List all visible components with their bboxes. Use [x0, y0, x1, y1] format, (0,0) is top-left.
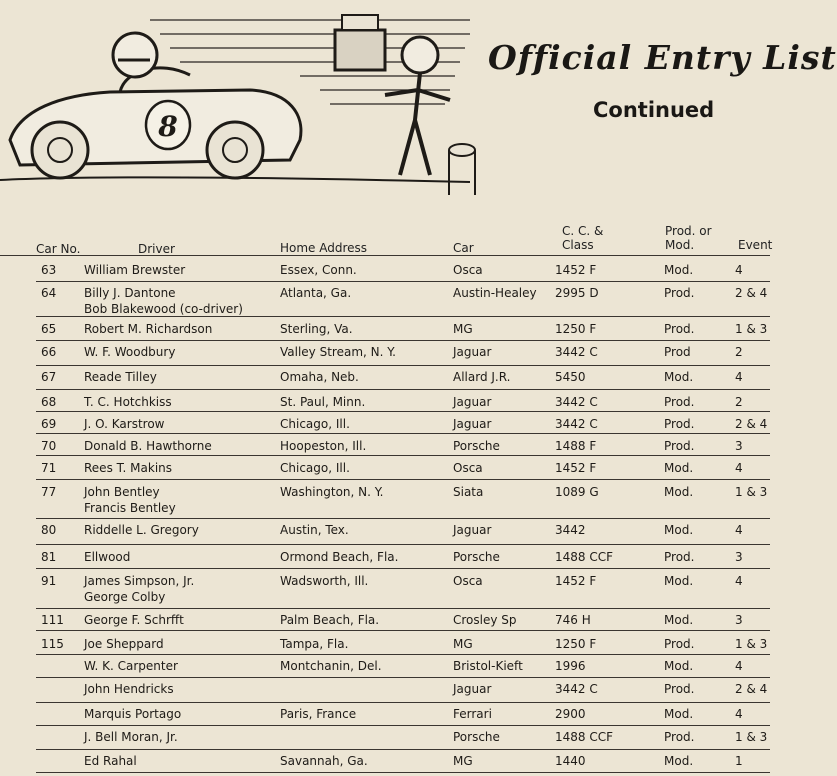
car-number-cell: 63 — [41, 263, 57, 277]
home-address-cell: Hoopeston, Ill. — [280, 439, 367, 453]
driver-cell — [84, 262, 185, 278]
row-rule — [36, 411, 770, 412]
row-rule — [36, 702, 770, 703]
col-header-event: Event — [738, 238, 773, 252]
prod-mod-cell: Mod. — [664, 754, 694, 768]
driver-name: Robert M. Richardson — [84, 322, 213, 336]
car-make-cell: Porsche — [453, 550, 500, 564]
car-number-cell: 115 — [41, 637, 64, 651]
driver-cell — [84, 416, 164, 432]
col-header-cc-class-line1: C. C. & — [562, 224, 604, 238]
row-rule — [36, 630, 770, 631]
event-cell: 1 & 3 — [735, 730, 768, 744]
cc-class-cell: 1250 F — [555, 637, 597, 651]
event-cell: 4 — [735, 461, 743, 475]
car-number-cell: 70 — [41, 439, 57, 453]
cc-class-cell: 5450 — [555, 370, 586, 384]
event-cell: 4 — [735, 523, 743, 537]
race-car-illustration — [0, 0, 475, 205]
event-cell: 2 & 4 — [735, 417, 768, 431]
prod-mod-cell: Prod. — [664, 286, 695, 300]
prod-mod-cell: Prod. — [664, 395, 695, 409]
home-address-cell: Omaha, Neb. — [280, 370, 359, 384]
event-cell: 1 & 3 — [735, 322, 768, 336]
page-subtitle: Continued — [593, 98, 715, 122]
row-rule — [36, 772, 770, 773]
event-cell: 1 & 3 — [735, 637, 768, 651]
driver-name: W. F. Woodbury — [84, 345, 176, 359]
row-rule — [36, 608, 770, 609]
driver-cell — [84, 394, 172, 410]
home-address-cell: Savannah, Ga. — [280, 754, 368, 768]
row-rule — [36, 255, 770, 256]
prod-mod-cell: Mod. — [664, 370, 694, 384]
home-address-cell: Essex, Conn. — [280, 263, 357, 277]
car-number-cell: 64 — [41, 286, 57, 300]
driver-name: Billy J. Dantone — [84, 286, 176, 300]
row-rule — [36, 725, 770, 726]
prod-mod-cell: Prod. — [664, 322, 695, 336]
cc-class-cell: 1488 CCF — [555, 550, 614, 564]
driver-name: Rees T. Makins — [84, 461, 173, 475]
car-number-cell: 65 — [41, 322, 57, 336]
row-rule — [36, 479, 770, 480]
car-make-cell: MG — [453, 637, 473, 651]
row-rule — [36, 433, 770, 434]
car-number-cell: 81 — [41, 550, 57, 564]
driver-cell — [84, 460, 172, 476]
home-address-cell: Washington, N. Y. — [280, 485, 384, 499]
car-make-cell: Jaguar — [453, 417, 492, 431]
event-cell: 4 — [735, 263, 743, 277]
col-header-car: Car — [453, 241, 474, 255]
driver-cell — [84, 729, 178, 745]
driver-cell — [84, 369, 157, 385]
driver-name: T. C. Hotchkiss — [84, 395, 172, 409]
cc-class-cell: 1488 CCF — [555, 730, 614, 744]
prod-mod-cell: Mod. — [664, 485, 694, 499]
home-address-cell: Valley Stream, N. Y. — [280, 345, 396, 359]
home-address-cell: Wadsworth, Ill. — [280, 574, 369, 588]
home-address-cell: Tampa, Fla. — [280, 637, 349, 651]
home-address-cell: Ormond Beach, Fla. — [280, 550, 399, 564]
cc-class-cell: 3442 C — [555, 417, 598, 431]
row-rule — [36, 316, 770, 317]
cc-class-cell: 3442 C — [555, 345, 598, 359]
prod-mod-cell: Prod. — [664, 637, 695, 651]
col-header-driver: Driver — [138, 242, 175, 256]
prod-mod-cell: Mod. — [664, 461, 694, 475]
cc-class-cell: 1996 — [555, 659, 586, 673]
driver-name: J. O. Karstrow — [84, 417, 165, 431]
driver-name: Joe Sheppard — [84, 637, 164, 651]
car-make-cell: Osca — [453, 461, 483, 475]
driver-cell — [84, 549, 130, 565]
driver-name: Ed Rahal — [84, 754, 137, 768]
cc-class-cell: 3442 — [555, 523, 586, 537]
car-number-cell: 80 — [41, 523, 57, 537]
col-header-car-no: Car No. — [36, 242, 81, 256]
cc-class-cell: 2900 — [555, 707, 586, 721]
driver-cell — [84, 438, 212, 454]
driver-name: Bob Blakewood (co-driver) — [84, 302, 243, 316]
driver-name: George F. Schrfft — [84, 613, 184, 627]
driver-cell — [84, 344, 175, 360]
car-make-cell: Ferrari — [453, 707, 492, 721]
prod-mod-cell: Mod. — [664, 574, 694, 588]
prod-mod-cell: Prod. — [664, 439, 695, 453]
row-rule — [36, 389, 770, 390]
car-make-cell: Jaguar — [453, 345, 492, 359]
car-number-cell: 71 — [41, 461, 57, 475]
home-address-cell: Atlanta, Ga. — [280, 286, 352, 300]
driver-cell — [84, 681, 174, 697]
prod-mod-cell: Prod. — [664, 550, 695, 564]
event-cell: 2 & 4 — [735, 286, 768, 300]
home-address-cell: Sterling, Va. — [280, 322, 353, 336]
cc-class-cell: 3442 C — [555, 395, 598, 409]
driver-cell — [84, 636, 164, 652]
cc-class-cell: 1452 F — [555, 461, 597, 475]
col-header-cc-class — [562, 224, 603, 252]
driver-name: George Colby — [84, 590, 166, 604]
driver-cell — [84, 285, 243, 317]
home-address-cell: St. Paul, Minn. — [280, 395, 366, 409]
car-number-cell: 91 — [41, 574, 57, 588]
driver-cell — [84, 522, 199, 538]
driver-name: Donald B. Hawthorne — [84, 439, 212, 453]
prod-mod-cell: Prod — [664, 345, 691, 359]
driver-cell — [84, 484, 176, 516]
event-cell: 1 & 3 — [735, 485, 768, 499]
car-make-cell: Osca — [453, 574, 483, 588]
car-number: 8 — [158, 110, 178, 143]
row-rule — [36, 518, 770, 519]
event-cell: 1 — [735, 754, 743, 768]
prod-mod-cell: Mod. — [664, 263, 694, 277]
event-cell: 4 — [735, 574, 743, 588]
event-cell: 3 — [735, 439, 743, 453]
prod-mod-cell: Mod. — [664, 659, 694, 673]
cc-class-cell: 1452 F — [555, 263, 597, 277]
prod-mod-cell: Prod. — [664, 417, 695, 431]
car-number-cell: 69 — [41, 417, 57, 431]
car-number-cell: 67 — [41, 370, 57, 384]
row-rule — [36, 749, 770, 750]
car-make-cell: Jaguar — [453, 523, 492, 537]
driver-name: Reade Tilley — [84, 370, 157, 384]
event-cell: 4 — [735, 707, 743, 721]
cc-class-cell: 1452 F — [555, 574, 597, 588]
col-header-home-address: Home Address — [280, 241, 368, 255]
home-address-cell: Chicago, Ill. — [280, 461, 350, 475]
event-cell: 3 — [735, 613, 743, 627]
row-rule — [36, 544, 770, 545]
cc-class-cell: 1488 F — [555, 439, 597, 453]
car-number-cell: 77 — [41, 485, 57, 499]
home-address-cell: Chicago, Ill. — [280, 417, 350, 431]
event-cell: 2 — [735, 345, 743, 359]
driver-cell — [84, 706, 181, 722]
row-rule — [36, 365, 770, 366]
driver-name: John Hendricks — [84, 682, 174, 696]
event-cell: 4 — [735, 659, 743, 673]
car-number-cell: 66 — [41, 345, 57, 359]
driver-cell — [84, 573, 194, 605]
event-cell: 3 — [735, 550, 743, 564]
row-rule — [36, 340, 770, 341]
prod-mod-cell: Mod. — [664, 613, 694, 627]
col-header-prod-mod — [665, 224, 712, 252]
row-rule — [36, 568, 770, 569]
driver-name: Marquis Portago — [84, 707, 182, 721]
row-rule — [36, 677, 770, 678]
event-cell: 2 — [735, 395, 743, 409]
car-make-cell: Allard J.R. — [453, 370, 511, 384]
car-make-cell: Jaguar — [453, 395, 492, 409]
car-make-cell: MG — [453, 322, 473, 336]
prod-mod-cell: Prod. — [664, 682, 695, 696]
car-number-cell: 111 — [41, 613, 64, 627]
driver-cell — [84, 612, 184, 628]
cc-class-cell: 3442 C — [555, 682, 598, 696]
car-make-cell: Porsche — [453, 730, 500, 744]
home-address-cell: Paris, France — [280, 707, 357, 721]
cc-class-cell: 2995 D — [555, 286, 599, 300]
car-make-cell: MG — [453, 754, 473, 768]
car-make-cell: Osca — [453, 263, 483, 277]
home-address-cell: Montchanin, Del. — [280, 659, 382, 673]
row-rule — [36, 455, 770, 456]
car-make-cell: Bristol-Kieft — [453, 659, 523, 673]
event-cell: 4 — [735, 370, 743, 384]
car-make-cell: Austin-Healey — [453, 286, 537, 300]
row-rule — [36, 281, 770, 282]
cc-class-cell: 1250 F — [555, 322, 597, 336]
event-cell: 2 & 4 — [735, 682, 768, 696]
car-number-cell: 68 — [41, 395, 57, 409]
car-make-cell: Jaguar — [453, 682, 492, 696]
driver-name: James Simpson, Jr. — [84, 574, 195, 588]
car-make-cell: Porsche — [453, 439, 500, 453]
driver-name: Francis Bentley — [84, 501, 176, 515]
car-make-cell: Siata — [453, 485, 484, 499]
col-header-prod-mod-line1: Prod. or — [665, 224, 712, 238]
col-header-cc-class-line2: Class — [562, 238, 594, 252]
page-title: Official Entry List — [488, 38, 837, 77]
driver-name: W. K. Carpenter — [84, 659, 178, 673]
driver-name: J. Bell Moran, Jr. — [84, 730, 178, 744]
driver-cell — [84, 753, 137, 769]
prod-mod-cell: Mod. — [664, 707, 694, 721]
driver-cell — [84, 658, 178, 674]
prod-mod-cell: Prod. — [664, 730, 695, 744]
home-address-cell: Austin, Tex. — [280, 523, 349, 537]
driver-name: William Brewster — [84, 263, 186, 277]
car-make-cell: Crosley Sp — [453, 613, 517, 627]
cc-class-cell: 1089 G — [555, 485, 599, 499]
row-rule — [36, 654, 770, 655]
driver-name: Riddelle L. Gregory — [84, 523, 199, 537]
driver-name: Ellwood — [84, 550, 131, 564]
col-header-prod-mod-line2: Mod. — [665, 238, 695, 252]
driver-name: John Bentley — [84, 485, 160, 499]
cc-class-cell: 1440 — [555, 754, 586, 768]
driver-cell — [84, 321, 212, 337]
cc-class-cell: 746 H — [555, 613, 591, 627]
rule-left-edge — [0, 255, 36, 256]
home-address-cell: Palm Beach, Fla. — [280, 613, 380, 627]
prod-mod-cell: Mod. — [664, 523, 694, 537]
